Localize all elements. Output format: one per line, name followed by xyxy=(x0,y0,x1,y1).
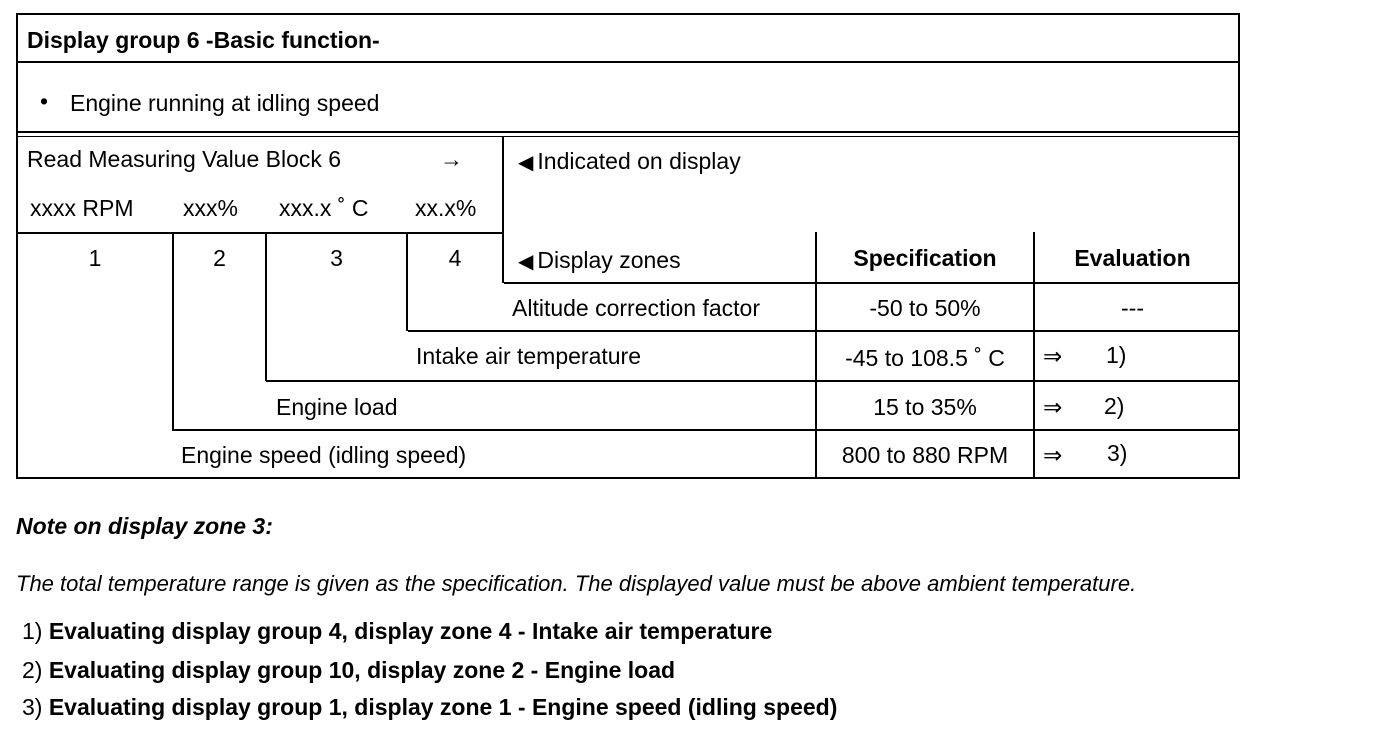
readout-value-4: xx.x% xyxy=(415,195,477,221)
reference-item xyxy=(22,618,772,644)
indicated-on-display xyxy=(518,148,741,176)
display-zones-header xyxy=(518,247,681,275)
row-eval-arrow-intake-air: ⇒ xyxy=(1043,343,1063,369)
row-eval-engine-load: 2) xyxy=(1104,393,1125,419)
indicated-label: Indicated on display xyxy=(537,148,741,174)
row-eval-intake-air: 1) xyxy=(1106,342,1127,368)
readout-value-1: xxxx RPM xyxy=(30,195,134,221)
row-eval-altitude: --- xyxy=(1121,295,1144,321)
col-divider-readout xyxy=(502,136,504,283)
reference-text: Evaluating display group 1, display zone 1 - Engine speed (idling speed) xyxy=(48,694,838,720)
table-title: Display group 6 -Basic function- xyxy=(27,27,380,53)
row-spec-engine-load: 15 to 35% xyxy=(873,394,977,420)
divider-condition-2 xyxy=(16,136,1240,137)
readout-value-2: xxx% xyxy=(183,195,238,221)
divider-title xyxy=(16,61,1240,63)
zone-number-2: 2 xyxy=(213,245,226,271)
divider-row-3 xyxy=(172,429,1240,431)
reference-item xyxy=(22,694,837,720)
divider-zones-header xyxy=(504,282,1240,284)
readout-arrow: → xyxy=(440,146,463,172)
zone-number-4: 4 xyxy=(448,245,462,271)
zone-number-1: 1 xyxy=(88,245,102,271)
row-eval-arrow-engine-load: ⇒ xyxy=(1043,394,1063,420)
row-spec-altitude: -50 to 50% xyxy=(869,295,981,321)
divider-condition-1 xyxy=(16,131,1240,133)
specification-header: Specification xyxy=(853,245,997,271)
row-eval-engine-speed: 3) xyxy=(1107,440,1128,466)
divider-row-2 xyxy=(266,380,1240,382)
row-name-engine-load: Engine load xyxy=(276,394,398,420)
reference-number: 1) xyxy=(22,618,43,644)
pointer-left-icon: ◀ xyxy=(518,152,534,174)
reference-text: Evaluating display group 10, display zone 2 - Engine load xyxy=(48,657,676,683)
row-spec-intake-air: -45 to 108.5 ˚ C xyxy=(845,345,1005,371)
row-name-engine-speed: Engine speed (idling speed) xyxy=(181,442,467,468)
divider-readout xyxy=(16,232,504,234)
zone-number-3: 3 xyxy=(330,245,343,271)
display-zones-label: Display zones xyxy=(537,247,681,273)
condition-bullet: • xyxy=(40,88,49,114)
condition-text: Engine running at idling speed xyxy=(70,90,380,116)
reference-number: 2) xyxy=(22,657,43,683)
readout-label: Read Measuring Value Block 6 xyxy=(27,146,342,172)
row-name-altitude: Altitude correction factor xyxy=(512,295,761,321)
reference-number: 3) xyxy=(22,694,43,720)
row-name-intake-air: Intake air temperature xyxy=(416,343,642,369)
pointer-left-icon: ◀ xyxy=(518,251,534,273)
divider-row-1 xyxy=(408,330,1240,332)
row-eval-arrow-engine-speed: ⇒ xyxy=(1043,442,1063,468)
reference-text: Evaluating display group 4, display zone 4 - Intake air temperature xyxy=(48,618,773,644)
row-spec-engine-speed: 800 to 880 RPM xyxy=(841,442,1009,468)
readout-value-3: xxx.x ˚ C xyxy=(279,195,369,221)
reference-item xyxy=(22,657,675,683)
note-text: The total temperature range is given as the specification. The displayed value must be above ambient temperature. xyxy=(16,571,1137,596)
evaluation-header: Evaluation xyxy=(1074,245,1191,271)
note-title: Note on display zone 3: xyxy=(16,513,273,539)
